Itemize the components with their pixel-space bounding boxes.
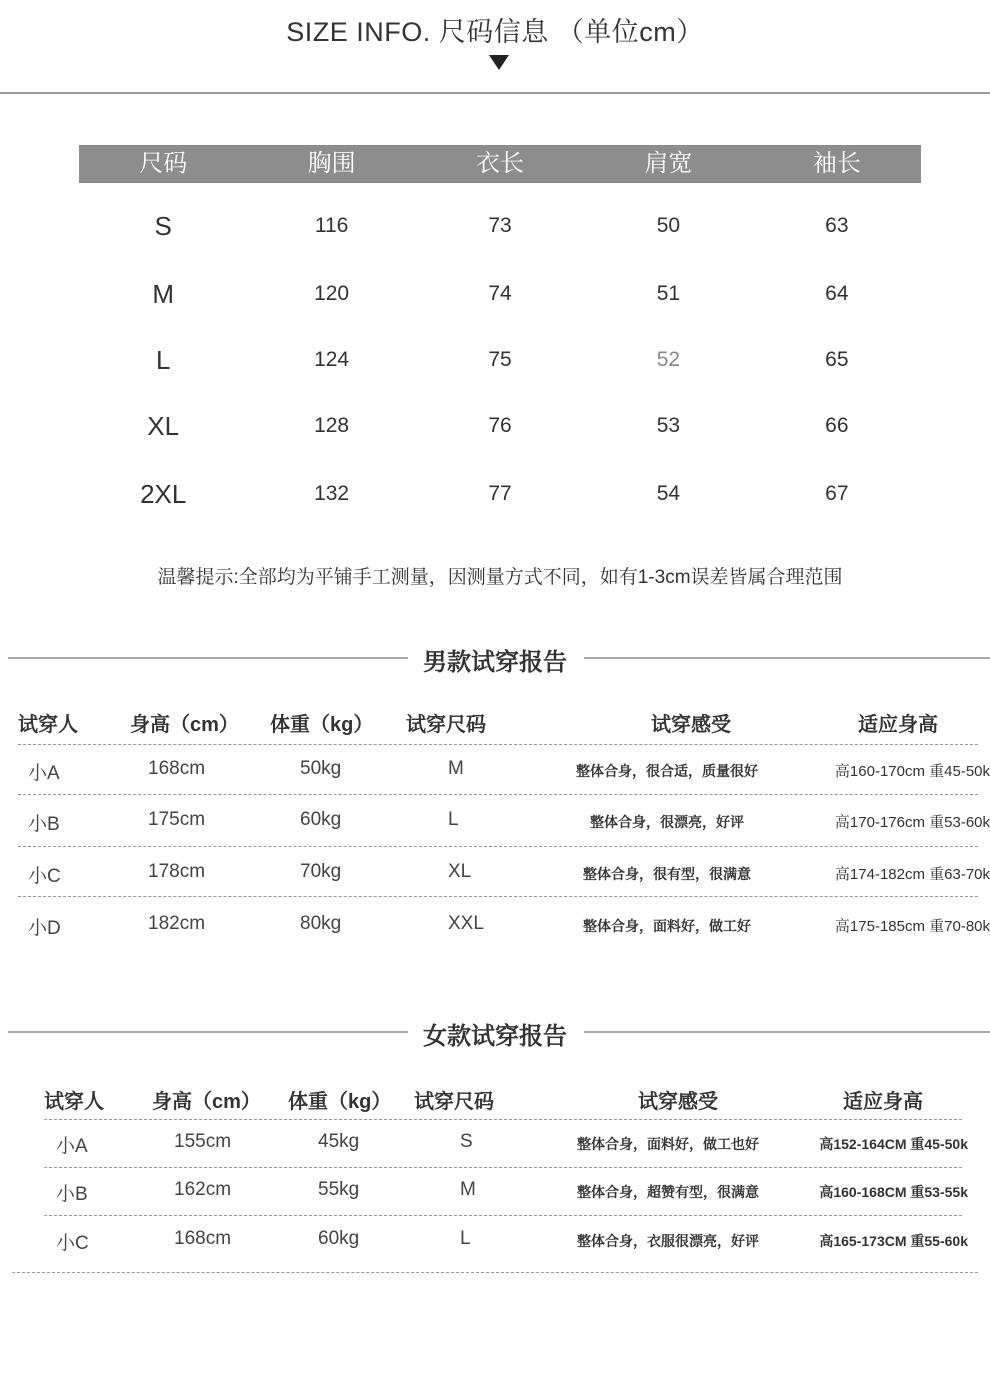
measurement-note: 温馨提示:全部均为平铺手工测量，因测量方式不同，如有1-3cm误差皆属合理范围 [157, 567, 843, 588]
size-cell: M [448, 758, 464, 779]
shoulder-cell: 51 [656, 282, 681, 305]
row-divider [18, 744, 978, 745]
table-row [44, 1179, 968, 1206]
shoulder-cell: 50 [656, 214, 681, 237]
height-cell: 155cm [174, 1131, 232, 1152]
column-header: 袖长 [812, 150, 861, 177]
fit-range-cell: 高165-173CM 重55-60k [819, 1233, 968, 1249]
size-cell: L [460, 1228, 471, 1249]
sleeve-cell: 64 [825, 282, 849, 305]
chest-cell: 120 [314, 282, 350, 305]
table-row [18, 861, 990, 888]
table-row [18, 809, 990, 836]
section-divider-right [584, 1031, 990, 1033]
header-divider [0, 92, 990, 94]
row-divider [18, 896, 978, 897]
tester-cell: 小A [56, 1136, 88, 1157]
table-row [79, 206, 921, 246]
weight-cell: 45kg [318, 1131, 360, 1152]
fit-range-cell: 高160-168CM 重53-55k [819, 1184, 968, 1200]
size-cell: M [460, 1179, 476, 1200]
men-report-title: 男款试穿报告 [423, 649, 567, 676]
fit-range-cell: 高152-164CM 重45-50k [819, 1136, 968, 1152]
column-header: 试穿感受 [651, 714, 731, 736]
table-row [44, 1228, 968, 1255]
fit-range-cell: 高174-182cm 重63-70k [834, 866, 990, 883]
size-table-header [79, 145, 921, 183]
feedback-cell: 整体合身，面料好，做工好 [583, 918, 751, 934]
length-cell: 77 [488, 482, 512, 505]
table-row [79, 474, 921, 514]
row-divider [18, 846, 978, 847]
feedback-cell: 整体合身，超赞有型，很满意 [577, 1184, 759, 1200]
fit-range-cell: 高160-170cm 重45-50k [834, 763, 990, 780]
row-divider [44, 1167, 962, 1168]
length-cell: 73 [488, 214, 512, 237]
height-cell: 168cm [174, 1228, 232, 1249]
height-cell: 162cm [174, 1179, 232, 1200]
height-cell: 178cm [148, 861, 206, 882]
column-header: 试穿人 [44, 1091, 104, 1113]
chest-cell: 132 [314, 482, 350, 505]
tester-cell: 小A [28, 763, 60, 784]
row-divider [44, 1215, 962, 1216]
fit-range-cell: 高175-185cm 重70-80k [834, 918, 990, 935]
shoulder-cell: 54 [656, 482, 681, 505]
tester-cell: 小B [28, 814, 60, 835]
column-header: 适应身高 [858, 714, 938, 736]
weight-cell: 50kg [300, 758, 342, 779]
tester-cell: 小D [28, 918, 61, 939]
weight-cell: 70kg [300, 861, 342, 882]
row-divider [44, 1119, 962, 1120]
feedback-cell: 整体合身，面料好，做工也好 [577, 1136, 759, 1152]
feedback-cell: 整体合身，衣服很漂亮，好评 [577, 1233, 759, 1249]
feedback-cell: 整体合身，很合适，质量很好 [576, 763, 758, 779]
height-cell: 182cm [148, 913, 206, 934]
chest-cell: 116 [314, 214, 349, 237]
feedback-cell: 整体合身，很有型，很满意 [583, 866, 751, 882]
weight-cell: 55kg [318, 1179, 360, 1200]
fit-range-cell: 高170-176cm 重53-60k [834, 814, 990, 831]
size-cell: L [448, 809, 459, 830]
weight-cell: 60kg [318, 1228, 360, 1249]
weight-cell: 80kg [300, 913, 342, 934]
weight-cell: 60kg [300, 809, 342, 830]
length-cell: 76 [488, 414, 512, 437]
column-header: 试穿感受 [638, 1091, 718, 1113]
table-row [44, 1131, 968, 1158]
sleeve-cell: 67 [825, 482, 849, 505]
tester-cell: 小B [56, 1184, 88, 1205]
size-cell: L [155, 345, 171, 375]
triangle-down-icon [489, 55, 509, 70]
column-header: 体重（kg） [288, 1091, 392, 1113]
table-row [79, 340, 921, 380]
feedback-cell: 整体合身，很漂亮，好评 [590, 814, 744, 830]
shoulder-cell: 53 [656, 414, 681, 437]
column-header: 肩宽 [644, 150, 693, 177]
table-row [18, 758, 990, 785]
women-report-table [44, 1085, 974, 1280]
sleeve-cell: 65 [825, 348, 849, 371]
chest-cell: 128 [314, 414, 350, 437]
sleeve-cell: 66 [825, 414, 849, 437]
shoulder-cell: 52 [656, 348, 681, 371]
column-header: 尺码 [139, 150, 188, 177]
table-header [18, 708, 980, 737]
size-cell: XL [448, 861, 472, 882]
chest-cell: 124 [314, 348, 350, 371]
column-header: 试穿人 [18, 714, 78, 736]
height-cell: 175cm [148, 809, 206, 830]
tester-cell: 小C [56, 1233, 89, 1254]
size-cell: S [154, 211, 172, 241]
table-row [18, 913, 990, 940]
column-header: 试穿尺码 [406, 714, 486, 736]
women-report-title: 女款试穿报告 [423, 1023, 567, 1050]
size-cell: XL [147, 411, 180, 441]
size-cell: XXL [448, 913, 484, 934]
section-divider-right [584, 657, 990, 659]
page-title: SIZE INFO. 尺码信息 （单位cm） [286, 17, 704, 47]
column-header: 体重（kg） [270, 714, 374, 736]
row-divider [18, 794, 978, 795]
tester-cell: 小C [28, 866, 61, 887]
column-header: 试穿尺码 [414, 1091, 494, 1113]
table-row [79, 274, 921, 314]
column-header: 适应身高 [843, 1091, 923, 1113]
column-header: 胸围 [307, 150, 356, 177]
column-header: 身高（cm） [152, 1091, 261, 1113]
sleeve-cell: 63 [825, 214, 849, 237]
length-cell: 74 [488, 282, 512, 305]
table-bottom-divider [12, 1272, 978, 1273]
column-header: 身高（cm） [130, 714, 239, 736]
column-header: 衣长 [476, 150, 525, 177]
length-cell: 75 [488, 348, 512, 371]
table-header [44, 1085, 968, 1114]
size-cell: 2XL [140, 479, 187, 509]
table-row [79, 406, 921, 446]
height-cell: 168cm [148, 758, 206, 779]
size-cell: M [152, 279, 175, 309]
size-cell: S [460, 1131, 473, 1152]
men-report-table [18, 708, 990, 948]
